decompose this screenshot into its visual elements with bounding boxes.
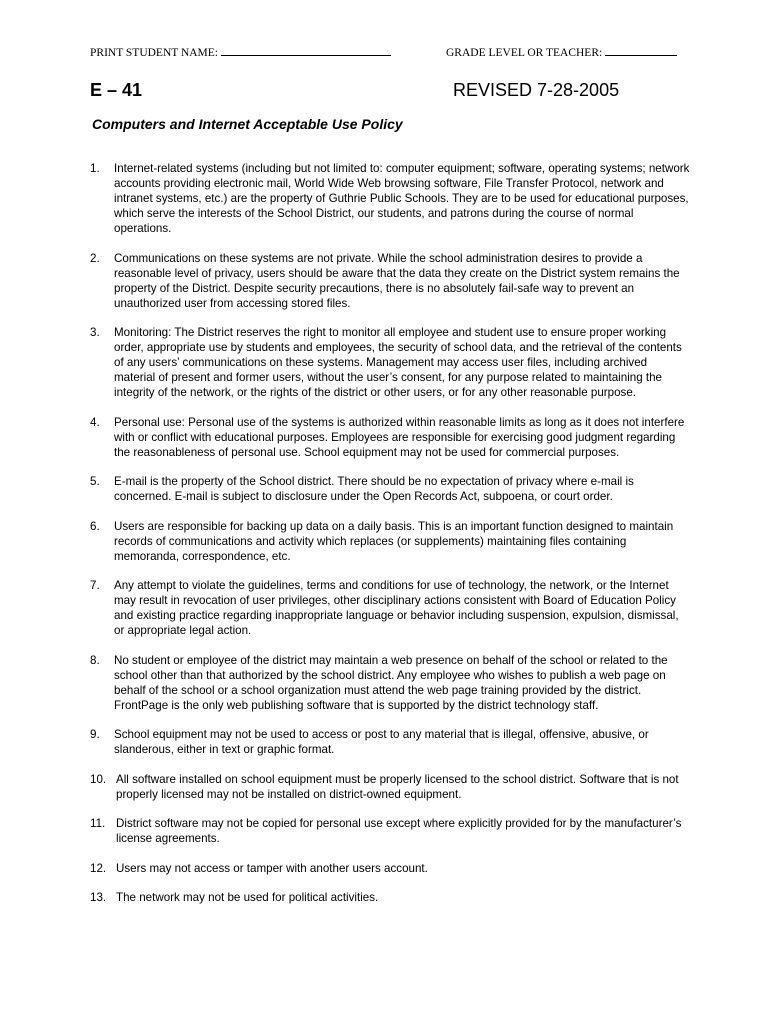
rule-item	[90, 653, 690, 713]
rule-text: Personal use: Personal use of the systems is authorized within reasonable limits as long as it does not interfere with or conflict with educational purposes. Employees are responsible for exercising good judgment regarding the reasonableness of personal use. School equipment may not be used for commercial purposes.	[114, 415, 685, 459]
rule-item	[90, 519, 690, 564]
grade-teacher-label: GRADE LEVEL OR TEACHER:	[446, 47, 603, 59]
rule-number: 8.	[90, 653, 100, 667]
rule-text: No student or employee of the district may maintain a web presence on behalf of the school or related to the school other than that authorized by the school district. Any employee who wishes to publish a web page on behalf of the school or a school organization must attend the web page training provided by the district. FrontPage is the only web publishing software that is supported by the district technology staff.	[114, 653, 668, 712]
rule-item	[90, 474, 690, 504]
rule-item	[90, 251, 690, 311]
rule-text: Internet-related systems (including but not limited to: computer equipment; software, operating systems; network accounts providing electronic mail, World Wide Web browsing software, File Transfer Protocol, network and intranet systems, etc.) are the property of Guthrie Public Schools. They are to be used for educational purposes, which serve the interests of the School District, our students, and patrons during the course of normal operations.	[114, 162, 690, 235]
rule-item	[90, 325, 690, 400]
rule-item	[90, 161, 690, 236]
rule-text: District software may not be copied for personal use except where explicitly provided for by the manufacturer’s license agreements.	[116, 817, 682, 845]
grade-teacher-blank	[605, 44, 677, 56]
rule-number: 4.	[90, 415, 100, 429]
rule-number: 3.	[90, 326, 100, 339]
rule-number: 1.	[90, 162, 100, 175]
rule-number: 2.	[90, 251, 100, 265]
rule-text: All software installed on school equipment must be properly licensed to the school district. Software that is not properly licensed may not be installed on district-owned equipment.	[116, 772, 679, 801]
rule-item	[90, 816, 690, 846]
student-name-field	[90, 44, 391, 59]
policy-rules-list	[90, 161, 690, 920]
rule-item	[90, 772, 690, 802]
rule-number: 6.	[90, 519, 100, 533]
policy-code: E – 41	[90, 80, 143, 100]
rule-number: 9.	[90, 728, 100, 741]
rule-text: Users are responsible for backing up data on a daily basis. This is an important function designed to maintain records of communications and activity which replaces (or supplements) maintaining files containing memoranda, correspondence, etc.	[114, 519, 674, 563]
grade-teacher-field	[446, 44, 677, 59]
rule-text: Monitoring: The District reserves the right to monitor all employee and student use to ensure proper working order, appropriate use by students and employees, the security of school data, and the retrieval of the contents of any users’ communications on these systems. Management may access user files, including archived material of present and former users, without the user’s consent, for any purpose related to maintaining the integrity of the network, or the rights of the district or other users, or for any other reasonable purpose.	[114, 326, 682, 399]
revision-date: REVISED 7-28-2005	[453, 80, 620, 100]
rule-item	[90, 861, 690, 876]
rule-number: 11.	[90, 817, 106, 830]
rule-text: School equipment may not be used to access or post to any material that is illegal, offensive, abusive, or slanderous, either in text or graphic format.	[114, 728, 649, 756]
rule-number: 12.	[90, 861, 107, 875]
student-name-blank	[221, 44, 391, 56]
rule-text: Users may not access or tamper with another users account.	[116, 861, 428, 875]
rule-item	[90, 727, 690, 757]
rule-text: E-mail is the property of the School district. There should be no expectation of privacy where e-mail is concerned. E-mail is subject to disclosure under the Open Records Act, subpoena, or court order.	[114, 475, 634, 503]
document-title: Computers and Internet Acceptable Use Policy	[92, 116, 403, 132]
rule-item	[90, 578, 690, 638]
rule-text: Communications on these systems are not private. While the school administration desires to provide a reasonable level of privacy, users should be aware that the data they create on the District system remains the property of the District. Despite security precautions, there is no absolutely fail-safe way to prevent an unauthorized user from accessing stored files.	[114, 251, 680, 310]
rule-item	[90, 890, 690, 905]
rule-number: 13.	[90, 891, 107, 904]
rule-number: 10.	[90, 772, 107, 786]
rule-number: 7.	[90, 579, 100, 592]
student-name-label: PRINT STUDENT NAME:	[90, 47, 218, 59]
rule-text: The network may not be used for political activities.	[116, 891, 379, 904]
rule-text: Any attempt to violate the guidelines, terms and conditions for use of technology, the network, or the Internet may result in revocation of user privileges, other disciplinary actions consistent with Board of Education Policy and existing practice regarding inappropriate language or behavior including suspension, expulsion, dismissal, or appropriate legal action.	[114, 579, 679, 637]
rule-item	[90, 415, 690, 460]
rule-number: 5.	[90, 475, 100, 488]
